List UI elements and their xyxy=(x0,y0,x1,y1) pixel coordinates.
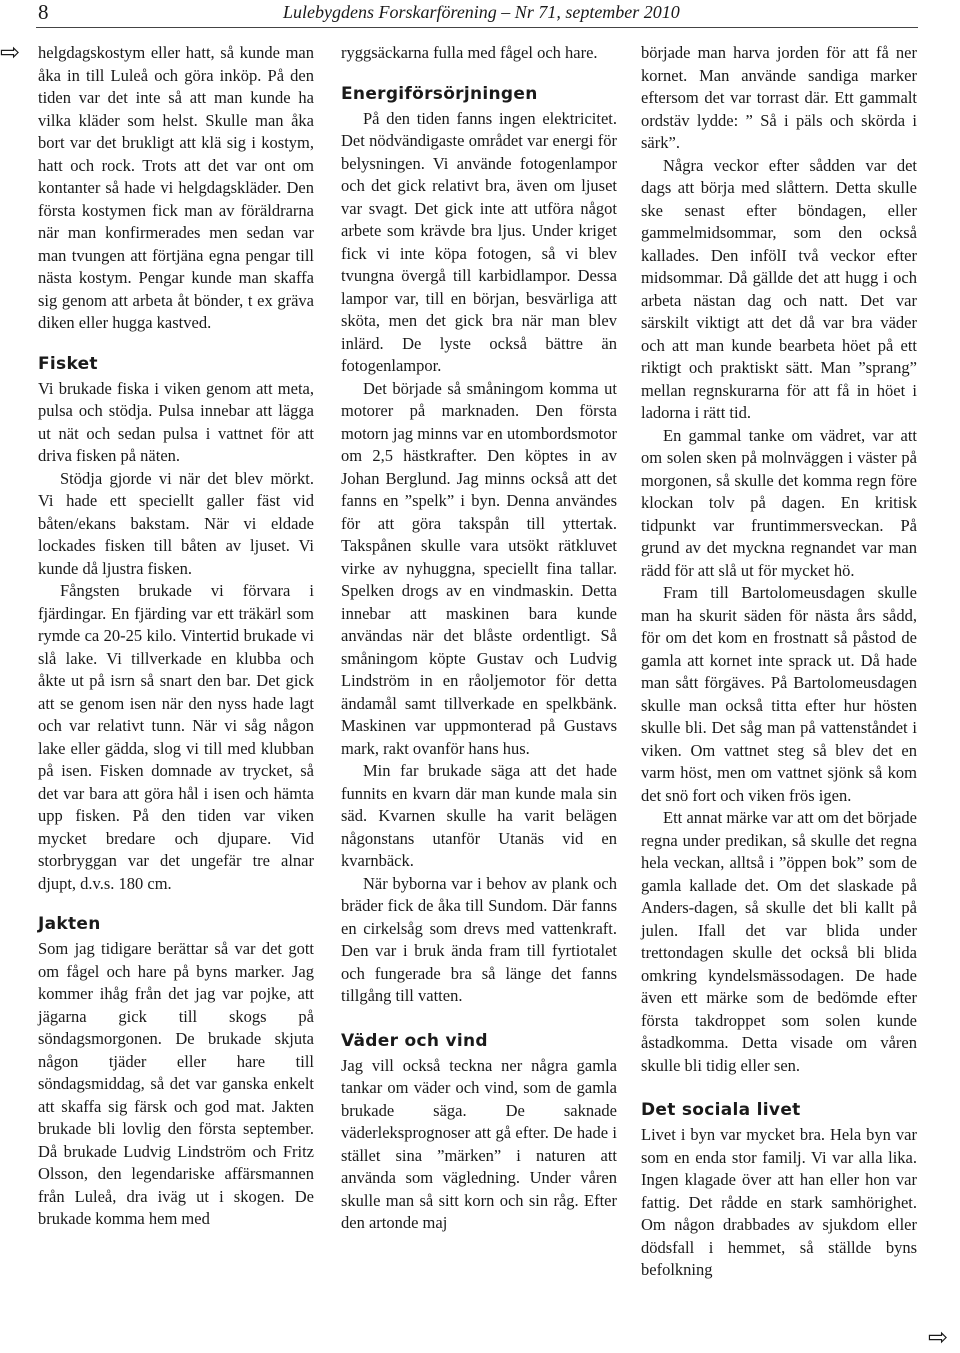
paragraph: Livet i byn var mycket bra. Hela byn var som en enda stor familj. Vi var alla lika. Ingen klagade över att han eller hon var fattig. Det rådde en stark samhörighet. Om någon drabbades av sjukdom eller dödsfall i hemmet, så ställde byns befolkning xyxy=(641,1125,917,1279)
paragraph: Det började så småningom komma ut motorer på marknaden. Den första motorn jag minns var en utombordsmotor om 2,5 hästkrafter. Den köptes in av Johan Berglund. Jag minns också att det fanns en ”spelk” i byn. Denna användes för att göra takspån till yttertak. Takspånen skulle vara utsökt rätkluvet virke av nyhuggna, speciellt fina tallar. Spelken drogs av en vindmaskin. Detta innebar att maskinen bara kunde användas när det blåste ordentligt. Så småningom köpte Gustav och Ludvig Lindström in en råoljemotor för detta ändamål samt tillverkade en spelkbänk. Maskinen var uppmonterad på Gustavs mark, rakt ovanför hans hus. xyxy=(341,378,617,758)
paragraph: Vi brukade fiska i viken genom att meta, pulsa och stödja. Pulsa innebar att lägga ut nät och sedan pulsa i vattnet för att driva fisken på näten. xyxy=(38,378,314,465)
page-number: 8 xyxy=(38,0,49,24)
section-heading-fisket: Fisket xyxy=(38,353,98,374)
column-3 xyxy=(641,42,917,1282)
section-heading-energiforsorjningen: Energiförsörjningen xyxy=(341,83,538,104)
page-header xyxy=(0,0,960,30)
section-heading-jakten: Jakten xyxy=(38,914,101,934)
column-2 xyxy=(341,42,617,1235)
paragraph: Jag vill också teckna ner några gamla tankar om väder och vind, som de gamla brukade säga. De saknade väderleksprognoser att gå efter. De hade i stället sina ”märken” i naturen att använda som vägledning. Under våren skulle man så sitt korn och sin råg. Efter den artonde maj xyxy=(341,1055,617,1232)
paragraph: När byborna var i behov av plank och bräder fick de åka till Sundom. Där fanns en cirkelsåg som drevs med vattenkraft. Den var i bruk ända fram till fyrtiotalet och fungerade bra så länge det fanns tillgång till vatten. xyxy=(341,873,617,1005)
section-heading-det-sociala-livet: Det sociala livet xyxy=(641,1100,801,1120)
paragraph: Fram till Bartolomeusdagen skulle man ha skurit säden för nästa års sådd, för om det kom en frostnatt så påstod de gamla att kornet inte sprack ut. Då hade man sått förgäves. På Bartolomeusdagen skulle man också titta efter hur hösten skulle bli. Det såg man på vattenståndet i viken. Om vattnet steg så blev det en varm höst, men om vattnet sjönk så kom det snö fort och viken frös igen. xyxy=(641,583,917,805)
paragraph: började man harva jorden för att få ner kornet. Man använde sandiga marker eftersom det var torrast där. Ett gammalt ordstäv lydde: ” Så i päls och skörda i särk”. xyxy=(641,43,917,152)
paragraph: En gammal tanke om vädret, var att om solen sken på molnväggen i väster på morgonen, så skulle det komma regn före klockan tolv på dagen. En kritisk tidpunkt var fruntimmersveckan. På grund av det myckna regnandet var man rädd för att slå ut för mycket hö. xyxy=(641,425,917,580)
column-1 xyxy=(38,42,314,1231)
header-rule xyxy=(36,27,918,28)
paragraph: Fångsten brukade vi förvara i fjärdingar. En fjärding var ett träkärl som rymde ca 20-25 kilo. Vintertid brukade vi slå lake. Vi tillverkade en klubba och åkte ut på isrn så snart den bar. Det gick att se genom isen när den nyss hade lagt och var relativt tunn. När vi såg någon lake eller gädda, slog vi till med klubban på isen. Fisken domnade av trycket, så det var bara att göra hål i isen och hämta upp fisken. På den tiden var viken mycket bredare och djupare. Vid storbryggan var det ungefär tre alnar djupt, d.v.s. 180 cm. xyxy=(38,581,314,893)
paragraph: Stödja gjorde vi när det blev mörkt. Vi hade ett speciellt galler fäst vid båten/ekans bakstam. När vi eldade lockades fisken till båten av ljuset. Vi kunde då ljustra fisken. xyxy=(38,468,314,578)
running-title: Lulebygdens Forskarförening – Nr 71, september 2010 xyxy=(283,2,680,22)
paragraph: Ett annat märke var att om det började regna under predikan, så skulle det regna hela veckan, alltså i ”öppen bok” som de gamla kallade det. Om det slaskade på Anders-dagen, så skulle det bli kallt på julen. Ifall det var blida under trettondagen skulle det också bli blida omkring kyndelsmässodagen. De hade även ett märke som de bedömde efter första takdroppet som solen kunde åstadkomma. Detta visade om våren skulle bli tidig eller sen. xyxy=(641,808,917,1075)
section-heading-vader-och-vind: Väder och vind xyxy=(341,1030,488,1051)
paragraph: Min far brukade säga att det hade funnits en kvarn där man kunde mala sin säd. Kvarnen skulle ha varit belägen någonstans utanför Utanäs vid en kvarnbäck. xyxy=(341,761,617,870)
paragraph: Några veckor efter sådden var det dags att börja med slåttern. Detta skulle ske senast efter böndagen, eller gammelmidsommar, som den också kallades. Den infölI två veckor efter midsommar. Då gällde det att hugg i och arbeta nästan dag och natt. Det var särskilt viktigt att det då var bra väder och att man kunde bearbeta höet på ett riktigt och praktiskt sätt. Man ”sprang” mellan regnskurarna för att få in höet i ladorna i rätt tid. xyxy=(641,155,917,422)
paragraph: Som jag tidigare berättar så var det gott om fågel och hare på byns marker. Jag kommer ihåg från det jag var pojke, att jägarna gick till skogs på söndagsmorgonen. De brukade skjuta någon tjäder eller hare till söndagsmiddag, så det var ganska enkelt att skaffa sig färsk och god mat. Jakten brukade bli lovlig den första september. Då brukade Ludvig Lindström och Fritz Olsson, den legendariske affärsmannen från Luleå, dra iväg ut i skogen. De brukade komma hem med xyxy=(38,939,314,1228)
arrow-right-icon: ⇨ xyxy=(928,1323,949,1351)
paragraph: helgdagskostym eller hatt, så kunde man åka in till Luleå och göra inköp. På den tiden var det inte så att man kunde ha vilka kläder som helst. Skulle man åka bort var det brukligt att klä sig i kostym, hatt och rock. Trots att det var ont om kontanter så hade vi helgdagskläder. Den första kostymen fick man av föräldrarna när man konfirmerades men sedan var man tvungen att förtjäna egna pengar till nästa kostym. Pengar kunde man skaffa sig genom att arbeta åt bönder, t ex gräva diken eller hugga kastved. xyxy=(38,43,314,332)
arrow-right-icon: ⇨ xyxy=(0,38,21,66)
paragraph: På den tiden fanns ingen elektricitet. Det nödvändigaste området var energi för belysningen. Vi använde fotogenlampor och det gick relativt bra, även om ljuset var svagt. Det gick inte att utföra något arbete som krävde bra ljus. Under kriget fick vi inte köpa fotogen, så vi blev tvungna övergå till karbidlampor. Dessa lampor var, till en början, besvärliga att sköta, men det gick bra när man blev inlärd. De lyste också bättre än fotogenlampor. xyxy=(341,108,617,375)
paragraph: ryggsäckarna fulla med fågel och hare. xyxy=(341,43,598,62)
